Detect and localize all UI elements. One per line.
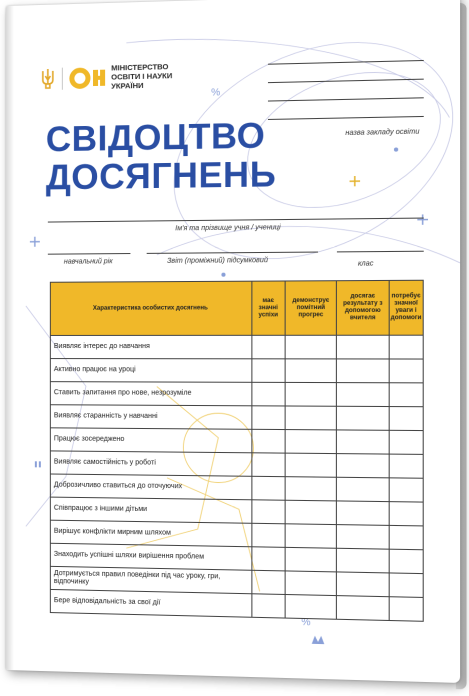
rating-cell[interactable] [389, 549, 423, 573]
rating-cell[interactable] [337, 430, 389, 454]
certificate-cover-page [6, 0, 460, 683]
rating-cell[interactable] [389, 430, 423, 454]
header-needs-attention: потребує значної уваги і допомоги [389, 280, 423, 335]
header-noticeable-progress: демонструє помітний прогрес [285, 281, 337, 336]
ministry-emblem-icon [69, 66, 107, 89]
ministry-name-line1: МІНІСТЕРСТВО [111, 62, 172, 73]
school-name-lines [268, 60, 424, 137]
rating-cell[interactable] [252, 429, 285, 453]
rating-cell[interactable] [389, 359, 423, 383]
logo-separator [62, 67, 63, 89]
achievements-table [50, 280, 424, 622]
header-with-teacher-help: досягає результату з допомогою вчителя [337, 280, 389, 335]
rating-cell[interactable] [389, 335, 423, 359]
rating-cell[interactable] [337, 596, 389, 621]
school-name-caption: назва закладу освіти [345, 128, 419, 137]
rating-cell[interactable] [337, 335, 389, 359]
rating-cell[interactable] [252, 500, 285, 524]
document-title [46, 117, 276, 198]
rating-cell[interactable] [389, 525, 423, 549]
certificate-booklet [6, 0, 469, 696]
school-line [268, 116, 424, 120]
row-label: Вирішує конфлікти мирним шляхом [50, 520, 251, 547]
row-label: Знаходить успішні шляхи вирішення проблем [50, 543, 251, 570]
svg-text:%: % [211, 87, 220, 98]
rating-cell[interactable] [337, 525, 389, 550]
report-type-caption: Звіт (проміжний) підсумковий [167, 257, 268, 265]
rating-cell[interactable] [337, 572, 389, 597]
rating-cell[interactable] [337, 406, 389, 430]
row-label: Виявляє старанність у навчанні [50, 405, 251, 430]
rating-cell[interactable] [252, 547, 285, 571]
row-label: Виявляє самостійність у роботі [50, 451, 251, 476]
rating-cell[interactable] [285, 547, 337, 572]
row-label: Дотримується правил поведінки під час уроку, гри, відпочинку [50, 566, 251, 593]
header-significant-success: має значні успіхи [252, 281, 285, 335]
row-label: Доброзичливо ставиться до оточуючих [50, 474, 251, 500]
rating-cell[interactable] [285, 382, 337, 406]
row-label: Співпрацює з іншими дітьми [50, 497, 251, 523]
rating-cell[interactable] [389, 407, 423, 431]
ministry-name [111, 62, 172, 91]
rating-cell[interactable] [337, 548, 389, 573]
student-name-caption: Ім'я та прізвище учня / учениці [175, 224, 280, 232]
row-label: Працює зосереджено [50, 428, 251, 453]
ministry-name-line3: УКРАЇНИ [111, 80, 172, 90]
title-line1: СВІДОЦТВО [46, 117, 276, 160]
rating-cell[interactable] [252, 453, 285, 477]
rating-cell[interactable] [252, 335, 285, 359]
rating-cell[interactable] [337, 477, 389, 501]
rating-cell[interactable] [337, 501, 389, 525]
rating-cell[interactable] [285, 453, 337, 477]
rating-cell[interactable] [285, 571, 337, 596]
row-label: Бере відповідальність за свої дії [50, 589, 251, 617]
rating-cell[interactable] [389, 573, 423, 598]
class-caption: клас [358, 260, 373, 267]
school-line [268, 97, 424, 101]
title-line2: ДОСЯГНЕНЬ [46, 156, 276, 198]
rating-cell[interactable] [285, 359, 337, 383]
table-row [50, 405, 423, 431]
table-row [50, 359, 423, 383]
table-row [50, 382, 423, 407]
table-row [50, 335, 423, 359]
rating-cell[interactable] [285, 524, 337, 548]
rating-cell[interactable] [389, 502, 423, 526]
rating-cell[interactable] [285, 594, 337, 619]
svg-text:%: % [301, 617, 310, 629]
trident-icon [40, 67, 56, 89]
rating-cell[interactable] [337, 359, 389, 383]
rating-cell[interactable] [285, 335, 337, 359]
school-year-caption: навчальний рік [64, 258, 113, 265]
rating-cell[interactable] [252, 570, 285, 594]
row-label: Ставить запитання про нове, незрозуміле [50, 382, 251, 406]
rating-cell[interactable] [285, 430, 337, 454]
ministry-logo [40, 62, 172, 92]
rating-cell[interactable] [389, 454, 423, 478]
table-header-row [50, 280, 423, 335]
row-label: Активно працює на уроці [50, 359, 251, 383]
rating-cell[interactable] [252, 359, 285, 383]
row-label: Виявляє інтерес до навчання [50, 335, 251, 358]
rating-cell[interactable] [389, 383, 423, 407]
school-line [268, 79, 424, 84]
ministry-name-line2: ОСВІТИ І НАУКИ [111, 71, 172, 82]
rating-cell[interactable] [285, 477, 337, 501]
rating-cell[interactable] [252, 523, 285, 547]
rating-cell[interactable] [252, 476, 285, 500]
rating-cell[interactable] [337, 454, 389, 478]
rating-cell[interactable] [252, 382, 285, 406]
rating-cell[interactable] [285, 406, 337, 430]
table-row [50, 428, 423, 455]
rating-cell[interactable] [389, 597, 423, 622]
rating-cell[interactable] [285, 500, 337, 524]
rating-cell[interactable] [252, 594, 285, 618]
rating-cell[interactable] [252, 406, 285, 430]
rating-cell[interactable] [389, 478, 423, 502]
rating-cell[interactable] [337, 383, 389, 407]
header-characteristic: Характеристика особистих досягнень [50, 281, 251, 335]
